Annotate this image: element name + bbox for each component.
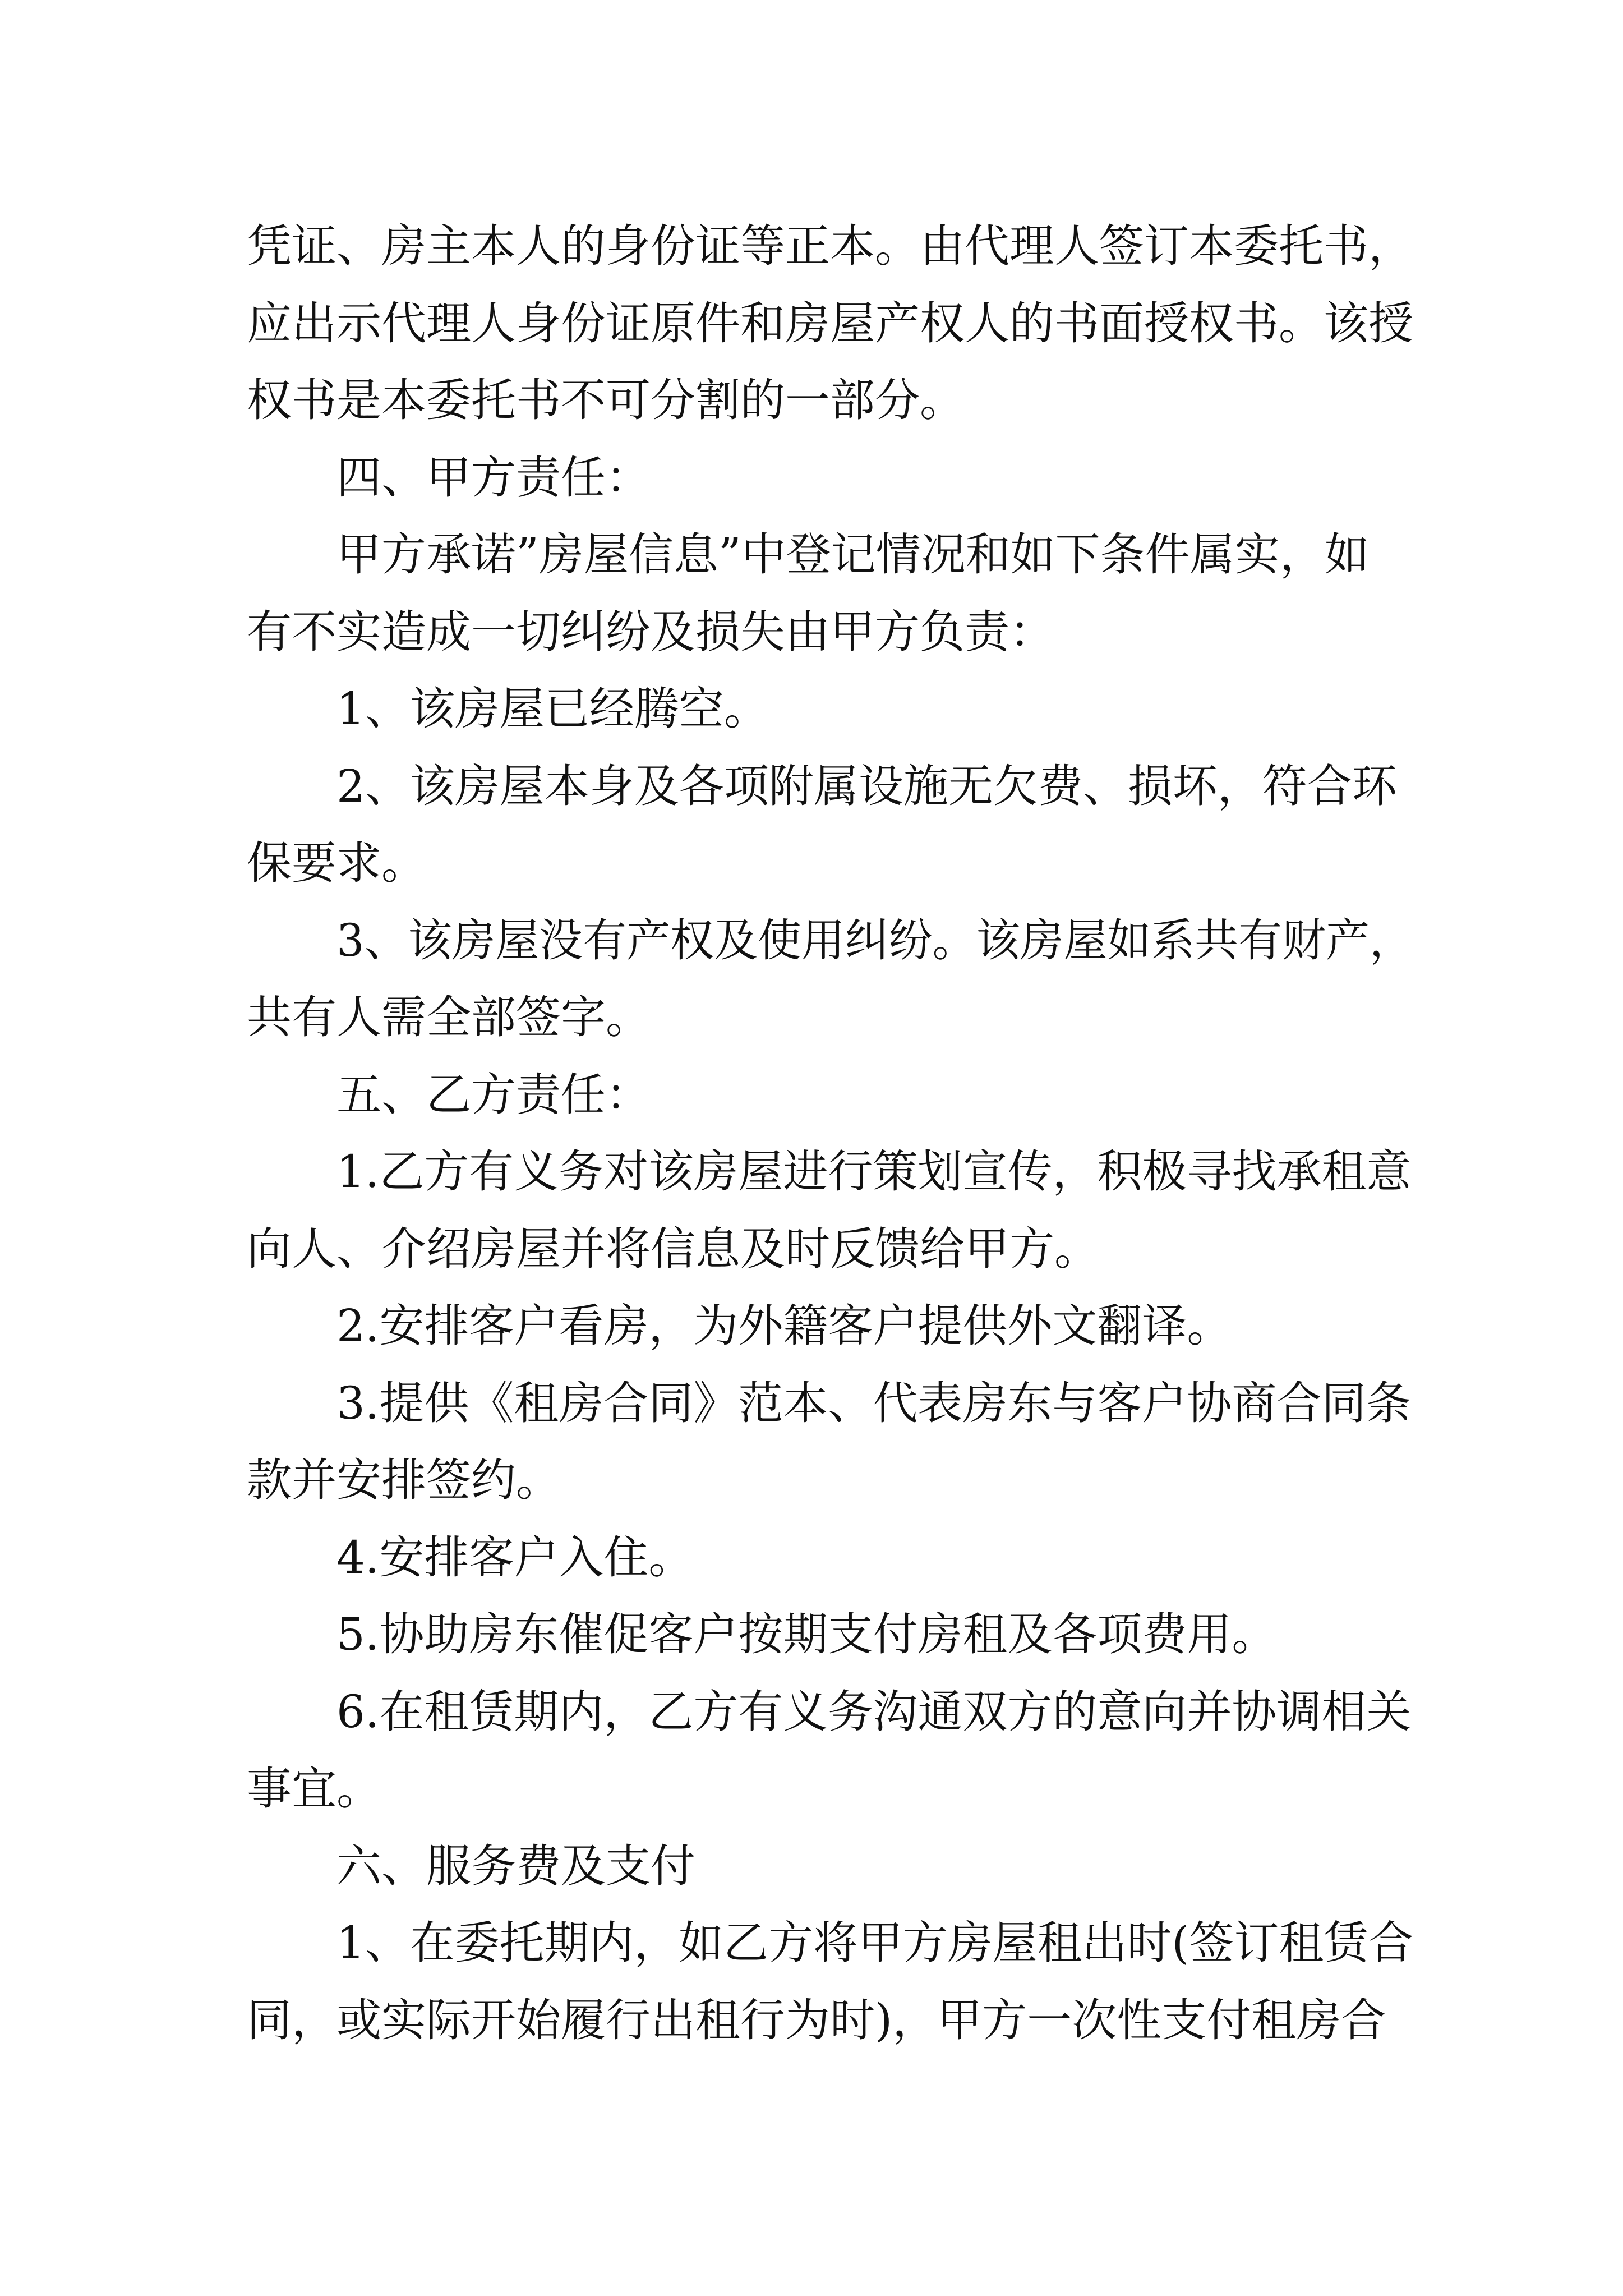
text-line: 事宜。 bbox=[247, 1763, 381, 1815]
list-item: 1.乙方有义务对该房屋进行策划宣传，积极寻找承租意 bbox=[336, 1145, 1412, 1198]
section-heading: 六、服务费及支付 bbox=[336, 1839, 695, 1892]
list-item: 2、该房屋本身及各项附属设施无欠费、损坏，符合环 bbox=[336, 760, 1397, 812]
list-item: 3.提供《租房合同》范本、代表房东与客户协商合同条 bbox=[336, 1377, 1412, 1429]
list-item: 4.安排客户入住。 bbox=[336, 1531, 694, 1584]
text-line: 款并安排签约。 bbox=[247, 1454, 561, 1506]
text-line: 权书是本委托书不可分割的一部分。 bbox=[247, 374, 965, 426]
text-line: 同，或实际开始履行出租行为时)，甲方一次性支付租房合 bbox=[247, 1994, 1386, 2046]
list-item: 1、该房屋已经腾空。 bbox=[336, 683, 769, 735]
list-item: 5.协助房东催促客户按期支付房租及各项费用。 bbox=[336, 1608, 1277, 1660]
text-line: 应出示代理人身份证原件和房屋产权人的书面授权书。该授 bbox=[247, 297, 1413, 349]
section-heading: 四、甲方责任： bbox=[336, 451, 651, 504]
list-item: 3、该房屋没有产权及使用纠纷。该房屋如系共有财产， bbox=[336, 914, 1413, 967]
list-item: 6.在租赁期内，乙方有义务沟通双方的意向并协调相关 bbox=[336, 1685, 1412, 1738]
list-item: 2.安排客户看房，为外籍客户提供外文翻译。 bbox=[336, 1300, 1232, 1352]
text-line: 凭证、房主本人的身份证等正本。由代理人签订本委托书， bbox=[247, 220, 1413, 272]
text-line: 保要求。 bbox=[247, 837, 426, 889]
text-line: 向人、介绍房屋并将信息及时反馈给甲方。 bbox=[247, 1222, 1099, 1275]
list-item: 1、在委托期内，如乙方将甲方房屋租出时(签订租赁合 bbox=[336, 1917, 1414, 1969]
section-heading: 五、乙方责任： bbox=[336, 1068, 651, 1121]
text-line: 共有人需全部签字。 bbox=[247, 991, 651, 1043]
text-line: 甲方承诺”房屋信息”中登记情况和如下条件属实，如 bbox=[336, 528, 1370, 581]
text-line: 有不实造成一切纠纷及损失由甲方负责： bbox=[247, 605, 1054, 658]
document-body bbox=[247, 208, 1413, 2059]
